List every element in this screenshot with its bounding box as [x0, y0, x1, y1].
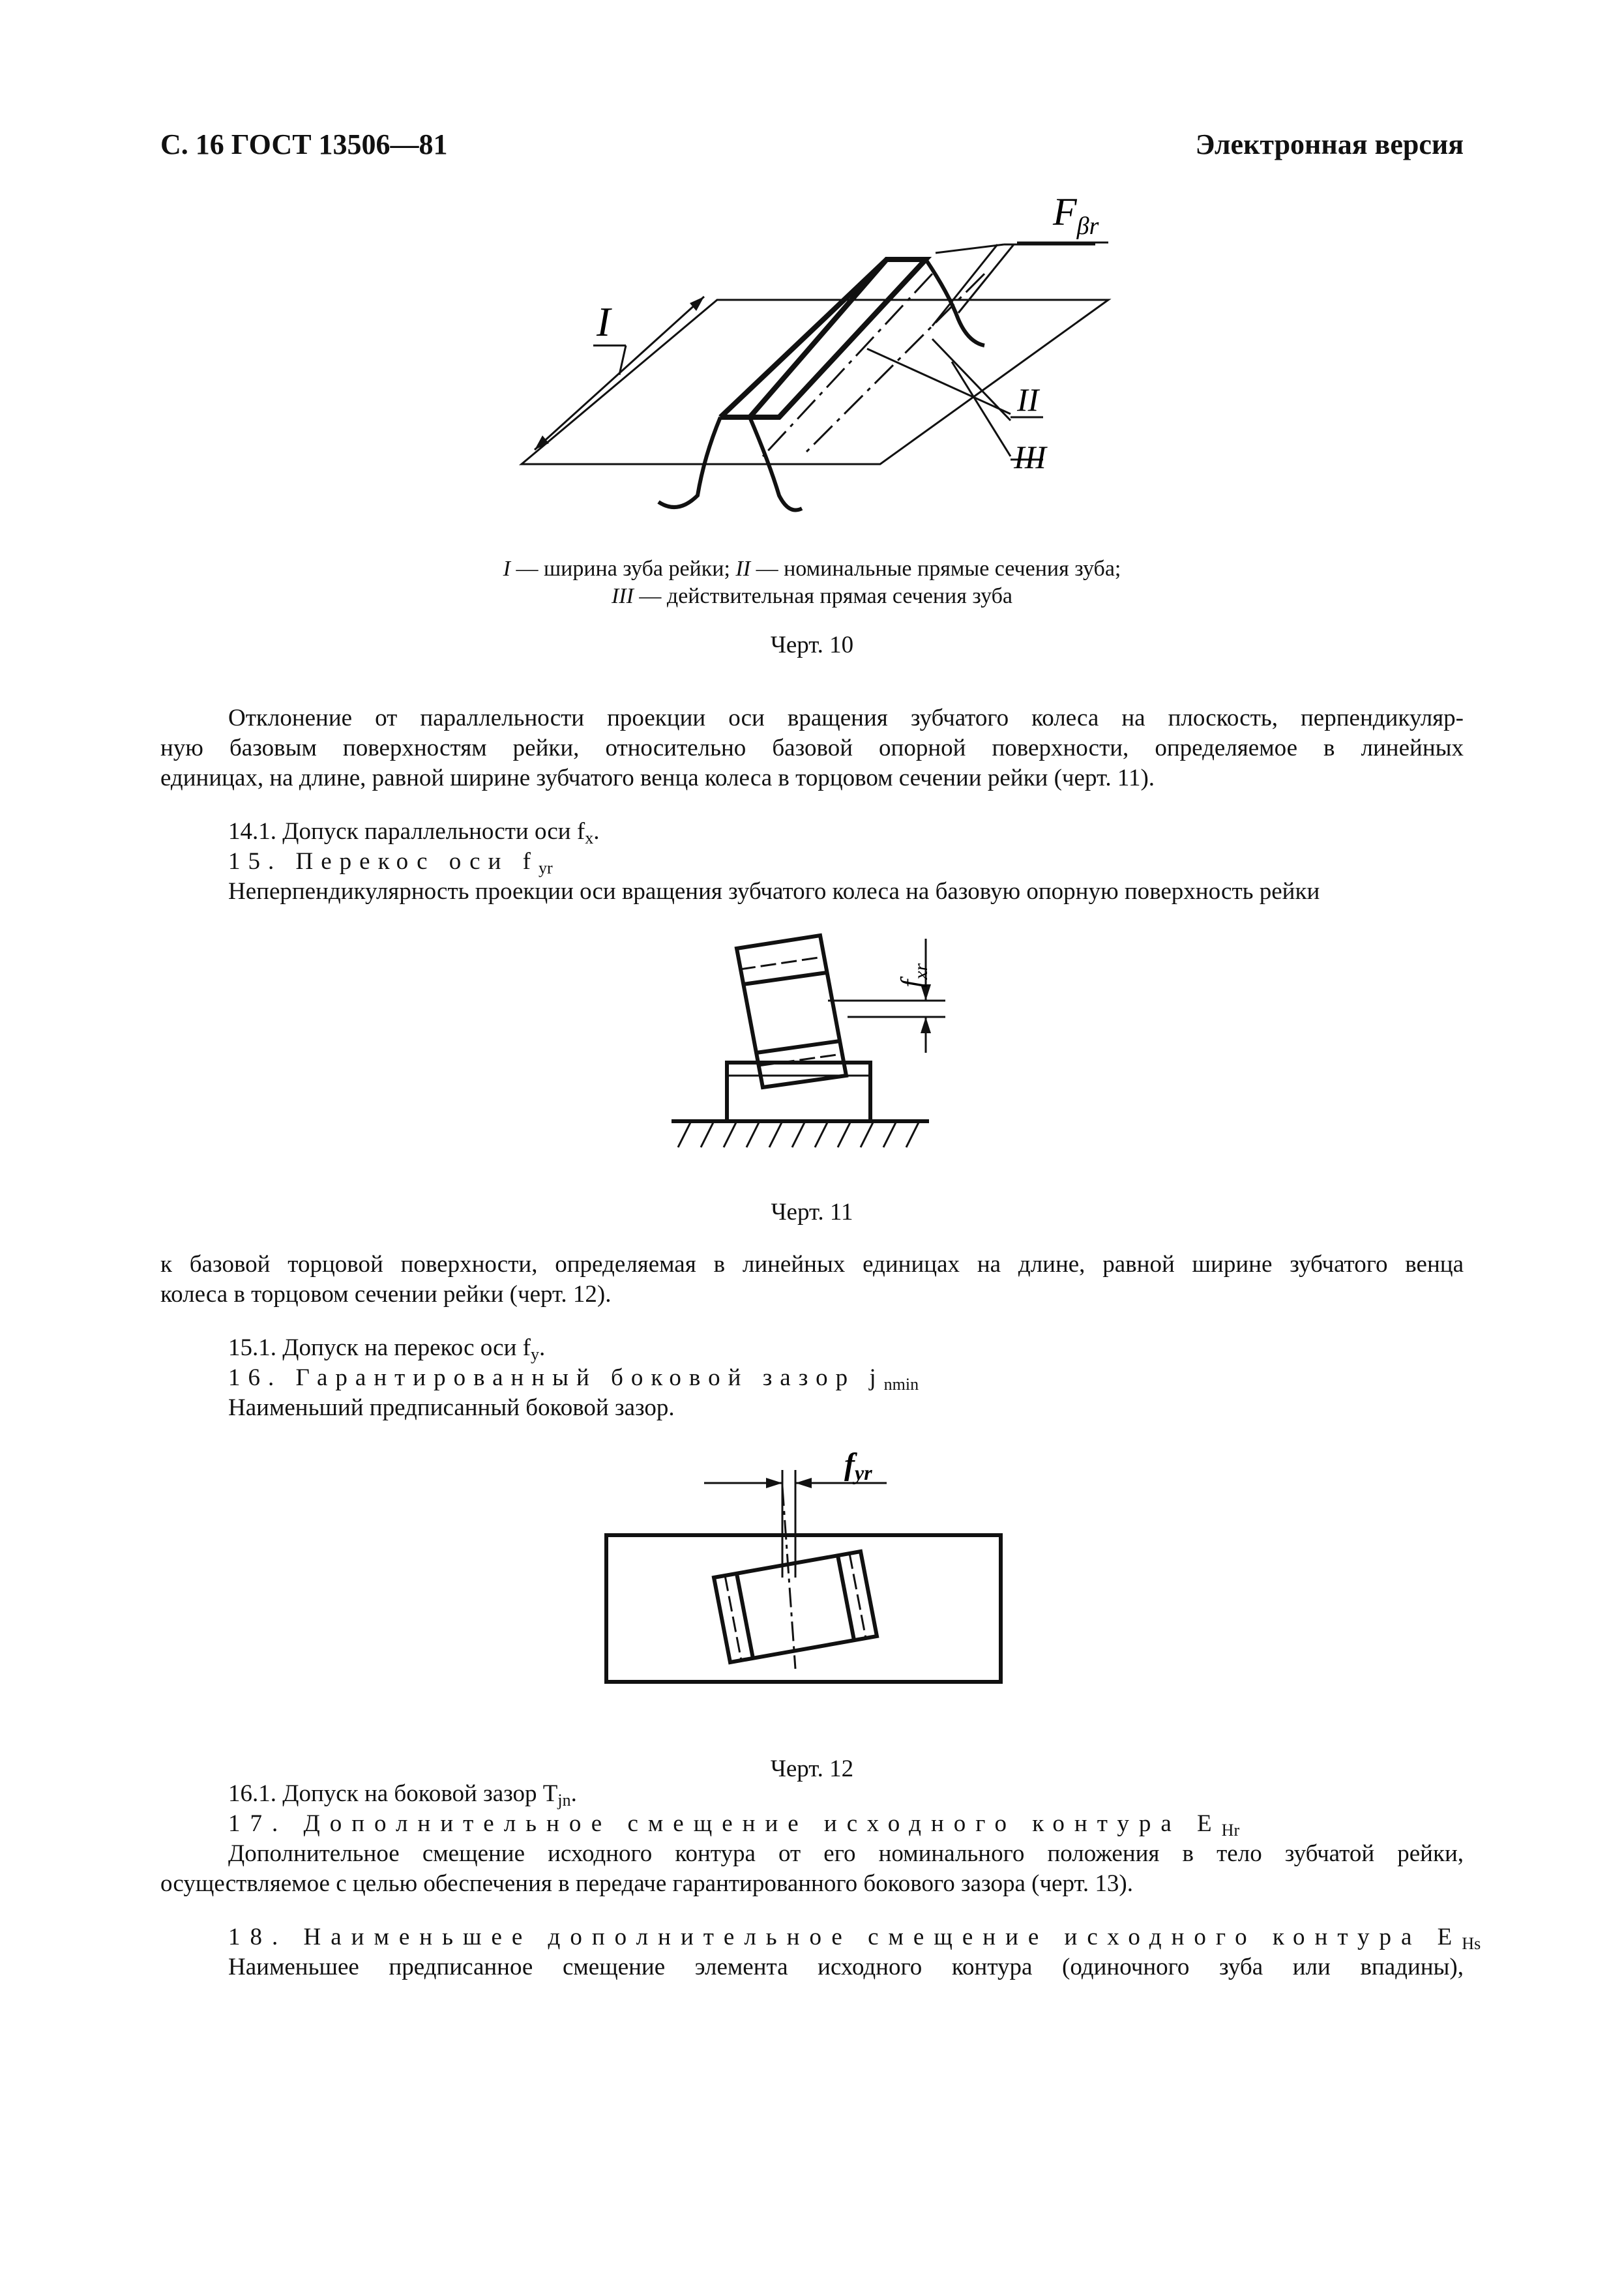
item-17-sub: Hr — [1221, 1821, 1240, 1840]
item-15-1-tail: . — [539, 1334, 546, 1361]
legend-II-text: — номинальные прямые сечения зуба; — [756, 557, 1121, 581]
item-14-1-text: 14.1. Допуск параллельности оси f — [228, 818, 585, 845]
header-right: Электронная версия — [1195, 128, 1464, 160]
item-14-1-sub: x — [585, 829, 594, 847]
item-15-sub: yr — [538, 859, 553, 877]
item-16-1-sub: jn — [557, 1791, 571, 1810]
para1-line3: единицах, на длине, равной ширине зубчатого венца колеса в торцовом сечении рейки (черт. 11). — [160, 765, 1155, 791]
item-16-1 — [228, 1780, 577, 1808]
item-18 — [228, 1923, 1481, 1952]
item-14-1-tail: . — [593, 818, 600, 845]
fig10-label-F-main: F — [1053, 190, 1077, 233]
item-17-def-line2: осуществляемое с целью обеспечения в передаче гарантированного бокового зазора (черт. 13). — [160, 1870, 1133, 1897]
legend-I-text: — ширина зуба рейки; — [516, 557, 730, 581]
legend-III-mark: III — [611, 584, 634, 608]
fig12-label — [844, 1447, 872, 1484]
item-16-sub: nmin — [883, 1375, 919, 1394]
fig11-caption: Черт. 11 — [771, 1199, 853, 1226]
item-17-text: 17. Дополнительное смещение исходного контура E — [228, 1810, 1222, 1837]
fig12-label-main: f — [844, 1447, 855, 1482]
item-16-text: 16. Гарантированный боковой зазор j — [228, 1364, 884, 1391]
fig10-label-II: II — [1017, 381, 1039, 418]
para2-line1: к базовой торцовой поверхности, определяемая в линейных единицах на длине, равной ширине зубчатого венца — [160, 1251, 1464, 1278]
fig10-label-I: I — [597, 299, 611, 345]
item-15-text: 15. Перекос оси f — [228, 848, 539, 875]
item-16-def: Наименьший предписанный боковой зазор. — [228, 1394, 675, 1421]
fig12-label-sub: yr — [854, 1461, 872, 1484]
para2-line2: колеса в торцовом сечении рейки (черт. 12). — [160, 1281, 612, 1308]
item-18-sub: Hs — [1462, 1934, 1481, 1953]
item-15-def: Неперпендикулярность проекции оси вращения зубчатого колеса на базовую опорную поверхность рейки — [228, 878, 1320, 905]
item-16-1-tail: . — [570, 1780, 577, 1807]
item-17 — [228, 1810, 1239, 1838]
para1-line2: ную базовым поверхностям рейки, относительно базовой опорной поверхности, определяемое в линейных — [160, 735, 1464, 761]
legend-I-mark: I — [503, 557, 510, 581]
fig11-label-sub: xr — [910, 963, 932, 980]
para1-line1: Отклонение от параллельности проекции оси вращения зубчатого колеса на плоскость, перпендикуляр- — [228, 705, 1464, 731]
fig10-label-III: III — [1014, 439, 1046, 475]
fig10-caption: Черт. 10 — [770, 632, 854, 658]
fig10-label-F-sub: βr — [1076, 213, 1099, 240]
fig11-label-main: f — [895, 979, 927, 988]
item-18-def: Наименьшее предписанное смещение элемента исходного контура (одиночного зуба или впадины), — [228, 1954, 1464, 1980]
item-17-def-line1: Дополнительное смещение исходного контура от его номинального положения в тело зубчатой рейки, — [228, 1840, 1464, 1867]
item-15-1-sub: y — [530, 1345, 539, 1364]
item-15-1-text: 15.1. Допуск на перекос оси f — [228, 1334, 531, 1361]
figure-12-drawing — [606, 1470, 1001, 1682]
legend-II-mark: II — [735, 557, 751, 581]
legend-III-text: — действительная прямая сечения зуба — [639, 584, 1013, 608]
item-18-text: 18. Наименьшее дополнительное смещение исходного контура E — [228, 1924, 1462, 1950]
header-left: С. 16 ГОСТ 13506—81 — [160, 128, 448, 160]
item-16-1-text: 16.1. Допуск на боковой зазор T — [228, 1780, 558, 1807]
fig12-caption: Черт. 12 — [770, 1756, 854, 1782]
